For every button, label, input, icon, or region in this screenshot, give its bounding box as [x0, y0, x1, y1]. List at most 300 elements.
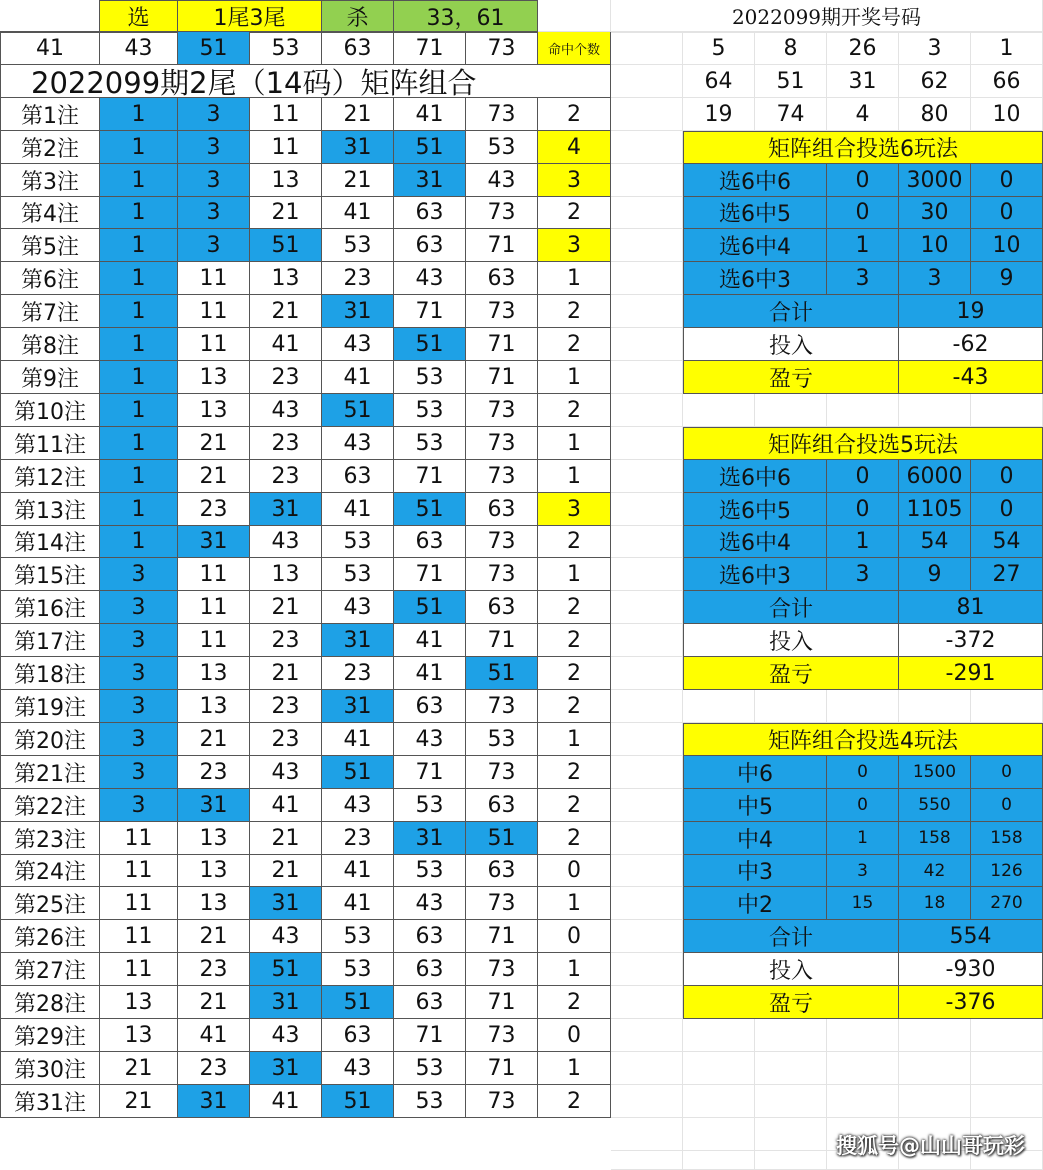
hit-count-label: 命中个数 [538, 32, 611, 65]
draw-number: 4 [827, 98, 899, 131]
bet-label: 第5注 [0, 229, 100, 262]
bet-number: 73 [466, 690, 538, 723]
bet-number: 63 [394, 920, 466, 953]
bet-hit-count: 4 [538, 131, 611, 164]
prize-amount: 0 [971, 197, 1043, 229]
bet-hit-count: 1 [538, 887, 611, 920]
bet-label: 第17注 [0, 624, 100, 657]
bet-number: 53 [394, 789, 466, 822]
bet-number: 21 [250, 197, 322, 229]
prize-unit: 30 [899, 197, 971, 229]
draw-title: 2022099期开奖号码 [611, 0, 1043, 32]
bet-number: 21 [250, 822, 322, 855]
bet-label: 第13注 [0, 493, 100, 526]
prize-level: 中5 [683, 789, 827, 822]
input-value: -930 [899, 953, 1043, 986]
bet-number: 43 [250, 920, 322, 953]
bet-number: 1 [100, 361, 178, 394]
bet-number: 13 [178, 887, 250, 920]
bet-number: 43 [322, 1052, 394, 1085]
bet-hit-count: 2 [538, 657, 611, 690]
bet-number: 21 [250, 591, 322, 624]
empty-cell [899, 1019, 971, 1052]
bet-number: 21 [100, 1052, 178, 1085]
bet-number: 3 [100, 624, 178, 657]
bet-number: 13 [178, 394, 250, 427]
prize-count: 1 [827, 822, 899, 855]
profit-value: -376 [899, 986, 1043, 1019]
prize-amount: 10 [971, 229, 1043, 262]
empty-cell [899, 394, 971, 427]
bet-label: 第26注 [0, 920, 100, 953]
bet-number: 21 [322, 98, 394, 131]
empty-cell [755, 1052, 827, 1085]
bet-number: 23 [322, 822, 394, 855]
bet-hit-count: 1 [538, 460, 611, 493]
bet-label: 第30注 [0, 1052, 100, 1085]
bet-number: 73 [466, 394, 538, 427]
prize-level: 中3 [683, 855, 827, 887]
draw-number: 64 [683, 65, 755, 98]
bet-number: 1 [100, 131, 178, 164]
bet-number: 51 [394, 493, 466, 526]
bet-number: 41 [322, 887, 394, 920]
empty-cell [755, 1085, 827, 1118]
bet-number: 63 [394, 986, 466, 1019]
bet-number: 73 [466, 295, 538, 328]
bet-label: 第27注 [0, 953, 100, 986]
selected-number: 41 [0, 32, 100, 65]
bet-number: 53 [394, 394, 466, 427]
bet-number: 3 [100, 657, 178, 690]
bet-number: 63 [394, 229, 466, 262]
bet-number: 23 [178, 1052, 250, 1085]
input-value: -372 [899, 624, 1043, 657]
bet-number: 53 [394, 855, 466, 887]
empty-cell [611, 1151, 683, 1170]
prize-amount: 0 [971, 493, 1043, 526]
bet-number: 3 [178, 229, 250, 262]
bet-number: 73 [466, 427, 538, 460]
draw-number: 80 [899, 98, 971, 131]
bet-label: 第18注 [0, 657, 100, 690]
bet-number: 43 [250, 526, 322, 558]
total-label: 合计 [683, 591, 899, 624]
draw-number: 19 [683, 98, 755, 131]
prize-amount: 270 [971, 887, 1043, 920]
total-label: 合计 [683, 295, 899, 328]
prize-amount: 0 [971, 756, 1043, 789]
bet-hit-count: 2 [538, 789, 611, 822]
bet-number: 11 [100, 920, 178, 953]
bet-number: 63 [322, 460, 394, 493]
bet-hit-count: 3 [538, 164, 611, 197]
bet-label: 第9注 [0, 361, 100, 394]
bet-number: 51 [394, 131, 466, 164]
bet-number: 71 [466, 361, 538, 394]
prize-amount: 27 [971, 558, 1043, 591]
bet-number: 3 [100, 723, 178, 756]
prize-count: 0 [827, 197, 899, 229]
bet-number: 53 [394, 361, 466, 394]
prize-level: 选6中3 [683, 558, 827, 591]
bet-number: 1 [100, 98, 178, 131]
empty-cell [683, 690, 755, 723]
bet-hit-count: 1 [538, 427, 611, 460]
bet-hit-count: 2 [538, 591, 611, 624]
prize-unit: 42 [899, 855, 971, 887]
empty-cell [971, 1085, 1043, 1118]
prize-unit: 18 [899, 887, 971, 920]
bet-number: 73 [466, 953, 538, 986]
bet-hit-count: 3 [538, 493, 611, 526]
bet-number: 11 [100, 822, 178, 855]
bet-label: 第21注 [0, 756, 100, 789]
bet-number: 11 [100, 887, 178, 920]
empty-cell [611, 394, 683, 427]
empty-cell [827, 1052, 899, 1085]
bet-number: 21 [178, 427, 250, 460]
bet-number: 53 [322, 953, 394, 986]
select-label: 选 [100, 0, 178, 32]
bet-number: 3 [100, 789, 178, 822]
bet-number: 43 [394, 723, 466, 756]
bet-number: 21 [178, 723, 250, 756]
empty-cell [755, 394, 827, 427]
bet-number: 43 [466, 164, 538, 197]
bet-number: 31 [322, 131, 394, 164]
empty-cell [611, 953, 683, 986]
prize-count: 0 [827, 789, 899, 822]
empty-cell [611, 822, 683, 855]
bet-number: 53 [466, 131, 538, 164]
empty-cell [611, 493, 683, 526]
empty-cell [611, 1085, 683, 1118]
bet-number: 43 [322, 328, 394, 361]
bet-number: 71 [394, 1019, 466, 1052]
bet-number: 13 [250, 558, 322, 591]
bet-number: 41 [250, 1085, 322, 1118]
bet-number: 63 [394, 197, 466, 229]
bet-number: 21 [250, 855, 322, 887]
empty-cell [611, 262, 683, 295]
prize-unit: 1105 [899, 493, 971, 526]
selected-number: 53 [250, 32, 322, 65]
kill-value: 33，61 [394, 0, 538, 32]
bet-number: 51 [322, 986, 394, 1019]
prize-count: 0 [827, 493, 899, 526]
empty-cell [827, 394, 899, 427]
bet-number: 43 [322, 591, 394, 624]
draw-number: 5 [683, 32, 755, 65]
bet-number: 51 [322, 394, 394, 427]
bet-hit-count: 2 [538, 295, 611, 328]
bet-number: 43 [394, 262, 466, 295]
bet-number: 31 [322, 624, 394, 657]
prize-level: 选6中6 [683, 460, 827, 493]
bet-number: 13 [250, 262, 322, 295]
total-label: 合计 [683, 920, 899, 953]
bet-number: 31 [178, 526, 250, 558]
bet-number: 21 [250, 657, 322, 690]
bet-hit-count: 2 [538, 690, 611, 723]
empty-cell [611, 361, 683, 394]
bet-number: 21 [100, 1085, 178, 1118]
bet-number: 13 [178, 822, 250, 855]
bet-number: 3 [178, 131, 250, 164]
empty-cell [611, 526, 683, 558]
bet-number: 31 [250, 493, 322, 526]
empty-cell [611, 427, 683, 460]
prize-count: 3 [827, 262, 899, 295]
bet-number: 41 [322, 493, 394, 526]
bet-label: 第11注 [0, 427, 100, 460]
bet-hit-count: 1 [538, 262, 611, 295]
bet-number: 71 [466, 986, 538, 1019]
bet-number: 53 [466, 723, 538, 756]
draw-number: 66 [971, 65, 1043, 98]
prize-count: 3 [827, 855, 899, 887]
bet-number: 1 [100, 262, 178, 295]
bet-hit-count: 0 [538, 1019, 611, 1052]
bet-number: 43 [322, 427, 394, 460]
empty-cell [611, 328, 683, 361]
bet-number: 63 [466, 493, 538, 526]
empty-cell [755, 690, 827, 723]
empty-cell [683, 1085, 755, 1118]
prize-level: 中2 [683, 887, 827, 920]
draw-number: 1 [971, 32, 1043, 65]
bet-number: 71 [394, 460, 466, 493]
bet-number: 13 [100, 1019, 178, 1052]
bet-hit-count: 2 [538, 98, 611, 131]
bet-label: 第2注 [0, 131, 100, 164]
empty-cell [611, 1118, 683, 1151]
bet-number: 51 [322, 756, 394, 789]
bet-number: 11 [178, 558, 250, 591]
bet-label: 第23注 [0, 822, 100, 855]
input-label: 投入 [683, 953, 899, 986]
bet-number: 71 [466, 328, 538, 361]
prize-unit: 54 [899, 526, 971, 558]
selected-number: 71 [394, 32, 466, 65]
bet-number: 73 [466, 98, 538, 131]
bet-number: 23 [250, 690, 322, 723]
total-value: 19 [899, 295, 1043, 328]
bet-number: 23 [178, 493, 250, 526]
bet-number: 3 [178, 197, 250, 229]
bet-hit-count: 3 [538, 229, 611, 262]
bet-label: 第4注 [0, 197, 100, 229]
bet-number: 31 [322, 295, 394, 328]
bet-label: 第12注 [0, 460, 100, 493]
total-value: 554 [899, 920, 1043, 953]
bet-label: 第22注 [0, 789, 100, 822]
bet-number: 23 [178, 756, 250, 789]
bet-number: 73 [466, 756, 538, 789]
prize-count: 15 [827, 887, 899, 920]
bet-hit-count: 2 [538, 197, 611, 229]
empty-cell [611, 920, 683, 953]
bet-number: 23 [250, 460, 322, 493]
prize-unit: 158 [899, 822, 971, 855]
bet-number: 41 [322, 855, 394, 887]
bet-number: 73 [466, 526, 538, 558]
header-corner [0, 0, 100, 32]
selected-number: 63 [322, 32, 394, 65]
play-title: 矩阵组合投选6玩法 [683, 131, 1043, 164]
empty-cell [611, 65, 683, 98]
bet-label: 第3注 [0, 164, 100, 197]
prize-unit: 3 [899, 262, 971, 295]
bet-number: 1 [100, 295, 178, 328]
prize-amount: 0 [971, 789, 1043, 822]
bet-number: 63 [466, 855, 538, 887]
bet-number: 71 [394, 295, 466, 328]
bet-number: 31 [178, 789, 250, 822]
empty-cell [683, 1151, 755, 1170]
prize-level: 选6中6 [683, 164, 827, 197]
bet-number: 73 [466, 558, 538, 591]
bet-hit-count: 2 [538, 1085, 611, 1118]
bet-number: 51 [466, 822, 538, 855]
bet-number: 11 [178, 328, 250, 361]
bet-hit-count: 2 [538, 822, 611, 855]
prize-amount: 0 [971, 164, 1043, 197]
bet-number: 21 [322, 164, 394, 197]
bet-number: 23 [250, 427, 322, 460]
selected-number: 43 [100, 32, 178, 65]
matrix-title: 2022099期2尾（14码）矩阵组合 [0, 65, 611, 98]
bet-number: 31 [250, 1052, 322, 1085]
bet-number: 31 [394, 822, 466, 855]
draw-number: 26 [827, 32, 899, 65]
watermark: 搜狐号@山山哥玩彩 [836, 1134, 1025, 1158]
empty-cell [611, 98, 683, 131]
prize-unit: 6000 [899, 460, 971, 493]
bet-number: 13 [250, 164, 322, 197]
empty-cell [611, 229, 683, 262]
bet-hit-count: 1 [538, 558, 611, 591]
bet-label: 第24注 [0, 855, 100, 887]
bet-number: 73 [466, 1085, 538, 1118]
bet-label: 第15注 [0, 558, 100, 591]
bet-number: 63 [394, 526, 466, 558]
empty-cell [611, 855, 683, 887]
bet-label: 第20注 [0, 723, 100, 756]
draw-number: 10 [971, 98, 1043, 131]
prize-amount: 54 [971, 526, 1043, 558]
bet-number: 53 [394, 1085, 466, 1118]
bet-number: 11 [250, 131, 322, 164]
bet-label: 第28注 [0, 986, 100, 1019]
prize-level: 中6 [683, 756, 827, 789]
bet-number: 63 [466, 591, 538, 624]
selected-number: 51 [178, 32, 250, 65]
prize-count: 1 [827, 229, 899, 262]
empty-cell [611, 460, 683, 493]
bet-number: 23 [250, 723, 322, 756]
bet-hit-count: 2 [538, 986, 611, 1019]
prize-unit: 9 [899, 558, 971, 591]
empty-cell [899, 1052, 971, 1085]
bet-number: 13 [178, 690, 250, 723]
prize-amount: 158 [971, 822, 1043, 855]
empty-cell [611, 887, 683, 920]
empty-cell [611, 591, 683, 624]
kill-label: 杀 [322, 0, 394, 32]
bet-hit-count: 1 [538, 1052, 611, 1085]
bet-number: 51 [322, 1085, 394, 1118]
bet-number: 3 [178, 164, 250, 197]
bet-number: 23 [250, 624, 322, 657]
bet-number: 73 [466, 1019, 538, 1052]
bet-number: 51 [466, 657, 538, 690]
draw-number: 8 [755, 32, 827, 65]
bet-number: 41 [178, 1019, 250, 1052]
total-value: 81 [899, 591, 1043, 624]
input-value: -62 [899, 328, 1043, 361]
prize-level: 选6中4 [683, 526, 827, 558]
bet-label: 第31注 [0, 1085, 100, 1118]
bet-number: 71 [394, 756, 466, 789]
empty-cell [611, 756, 683, 789]
bet-number: 11 [178, 295, 250, 328]
bet-number: 71 [466, 920, 538, 953]
bet-number: 1 [100, 526, 178, 558]
bet-label: 第10注 [0, 394, 100, 427]
bet-number: 53 [322, 526, 394, 558]
bet-number: 1 [100, 427, 178, 460]
bet-hit-count: 2 [538, 526, 611, 558]
bet-number: 73 [466, 460, 538, 493]
bet-number: 63 [394, 953, 466, 986]
bet-number: 11 [178, 624, 250, 657]
prize-unit: 10 [899, 229, 971, 262]
bet-label: 第7注 [0, 295, 100, 328]
empty-cell [611, 131, 683, 164]
empty-cell [683, 1019, 755, 1052]
bet-number: 1 [100, 460, 178, 493]
bet-label: 第14注 [0, 526, 100, 558]
bet-number: 23 [250, 361, 322, 394]
bet-number: 43 [250, 394, 322, 427]
bet-number: 13 [178, 361, 250, 394]
prize-unit: 3000 [899, 164, 971, 197]
empty-cell [611, 164, 683, 197]
bet-number: 21 [178, 986, 250, 1019]
prize-level: 选6中5 [683, 197, 827, 229]
empty-cell [611, 1052, 683, 1085]
bet-number: 41 [250, 328, 322, 361]
empty-cell [683, 1052, 755, 1085]
bet-number: 11 [178, 262, 250, 295]
bet-number: 1 [100, 229, 178, 262]
bet-number: 11 [100, 855, 178, 887]
bet-hit-count: 0 [538, 855, 611, 887]
bet-label: 第25注 [0, 887, 100, 920]
prize-count: 3 [827, 558, 899, 591]
select-value: 1尾3尾 [178, 0, 322, 32]
bet-number: 11 [250, 98, 322, 131]
empty-cell [611, 1019, 683, 1052]
prize-level: 选6中4 [683, 229, 827, 262]
bet-number: 13 [100, 986, 178, 1019]
bet-number: 63 [466, 789, 538, 822]
profit-label: 盈亏 [683, 361, 899, 394]
profit-label: 盈亏 [683, 986, 899, 1019]
prize-count: 1 [827, 526, 899, 558]
